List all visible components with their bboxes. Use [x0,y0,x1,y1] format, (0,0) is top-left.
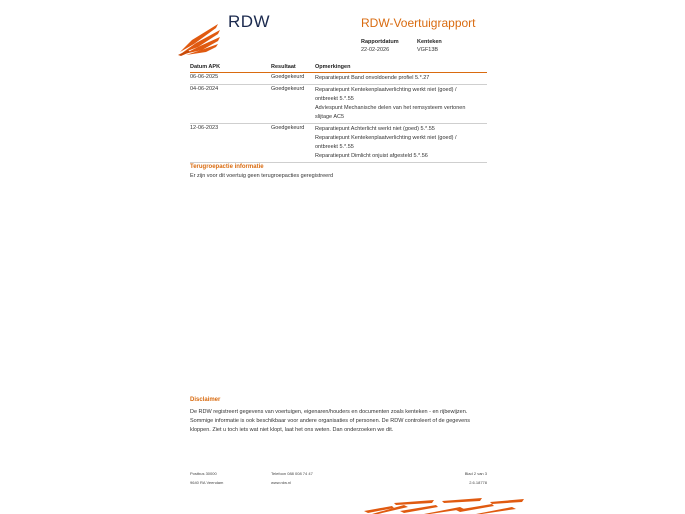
recall-title: Terugroepactie informatie [190,164,264,170]
disclaimer-title: Disclaimer [190,397,221,403]
header-date: Datum APK [190,64,221,70]
remark-line: Reparatiepunt Achterlicht werkt niet (goed) 5.*.55 [315,126,435,132]
apk-remarks [315,85,487,123]
remark-line: Reparatiepunt Kentekenplaatverlichting werkt niet (goed) / [315,135,457,141]
rdw-wing-icon [178,22,222,56]
kenteken-label: Kenteken [417,39,442,45]
remark-line: Reparatiepunt Band onvoldoende profiel 5.*.27 [315,75,430,81]
rapportdatum-value: 22-02-2026 [361,47,390,53]
rapportdatum-label: Rapportdatum [361,39,399,45]
footer-page: Blad 2 van 3 [464,471,487,476]
apk-result: Goedgekeurd [271,125,305,131]
apk-date: 06-06-2025 [190,74,219,80]
disclaimer-line: De RDW registreert gegevens van voertuigen, eigenaren/houders en documenten zoals kenteken - en rijbewijzen. [190,409,468,415]
disclaimer-line: Sommige informatie is ook beschikbaar voor andere organisaties of personen. De RDW controleert of de gegevens [190,418,471,424]
table-row [190,73,487,85]
footer-address-1: Postbus 30000 [190,471,217,476]
logo-text: RDW [228,12,271,31]
remark-line: Advíespunt Mechanische delen van het remsysteem vertonen [315,105,466,111]
apk-result: Goedgekeurd [271,74,305,80]
remark-line: Reparatiepunt Kentekenplaatverlichting werkt niet (goed) / [315,87,457,93]
report-title: RDW-Voertuigrapport [361,16,476,30]
remark-line: Reparatiepunt Dimlicht onjuist afgesteld 5.*.56 [315,153,428,159]
disclaimer-text [190,408,470,435]
header-result: Resultaat [271,64,296,70]
apk-table-header [190,64,487,73]
header-remarks: Opmerkingen [315,64,351,70]
apk-remarks [315,73,487,84]
rdw-swoosh-decoration [364,497,524,514]
apk-remarks [315,124,487,162]
footer-web: www.rdw.nl [271,480,292,485]
table-row [190,85,487,124]
remark-line: slijtage AC5 [315,114,345,120]
remark-line: ontbreekt 5.*.55 [315,144,354,150]
remark-line: ontbreekt 5.*.55 [315,96,354,102]
apk-result: Goedgekeurd [271,86,305,92]
disclaimer-line: kloppen. Ziet u toch iets wat niet klopt, laat het ons weten. Dan onderzoeken we dit. [190,427,394,433]
footer-phone: Telefoon 088 008 74 47 [271,471,313,476]
apk-date: 04-06-2024 [190,86,219,92]
apk-table [190,64,487,163]
kenteken-value: VGF13B [417,47,439,53]
table-row [190,124,487,163]
footer-address-2: 9640 RA Veendam [190,480,224,485]
apk-date: 12-06-2023 [190,125,219,131]
recall-text: Er zijn voor dit voertuig geen terugroepacties geregistreerd [190,173,334,179]
footer-version: 2.6.18778 [469,480,487,485]
